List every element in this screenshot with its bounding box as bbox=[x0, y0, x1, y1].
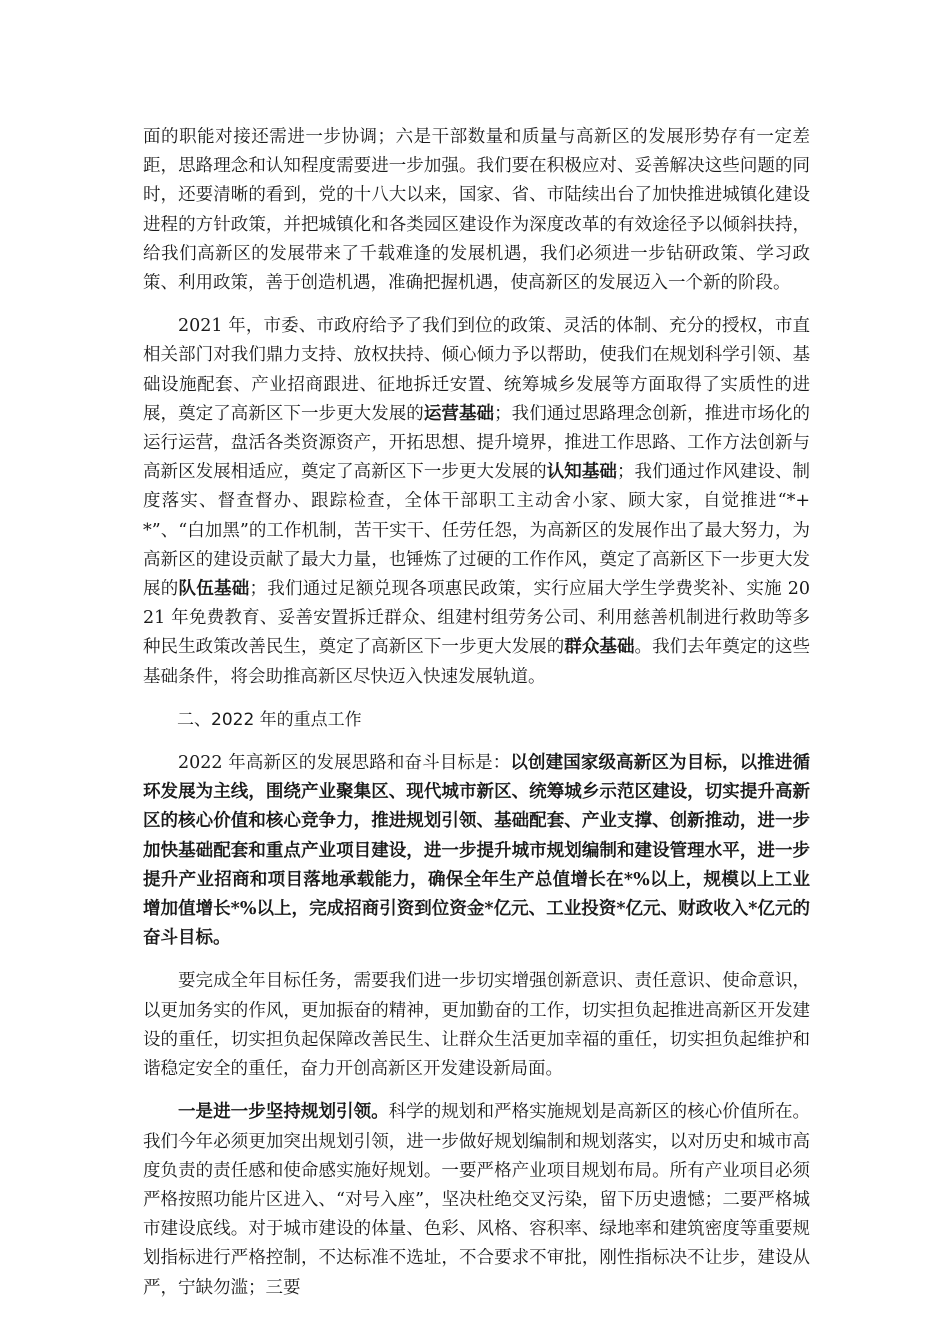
keyword-cognition-foundation: 认知基础 bbox=[546, 462, 617, 483]
p5-text-1: 科学的规划和严格实施规划是高新区的核心价值所在。我们今年必须更加突出规划引领，进一步做好规划编制和规划落实，以对历史和城市高度负责的责任感和使命感实施好规划。一要严格产业项目规划布局。所有产业项目必须严格按照功能片区进入、“对号入座”，坚决杜绝交叉污染，留下历史遗憾；二要严格城市建设底线。对于城市建设的体量、色彩、风格、容积率、绿地率和建筑密度等重要规划指标进行严格控制，不达标准不选址，不合要求不审批，刚性指标决不让步，建设从严，宁缺勿滥；三要 bbox=[143, 1102, 811, 1298]
p3-text-1: 2022 年高新区的发展思路和奋斗目标是： bbox=[178, 753, 511, 774]
p3-goals-bold: 以创建国家级高新区为目标，以推进循环发展为主线，围绕产业聚集区、现代城市新区、统筹城乡示范区建设，切实提升高新区的核心价值和核心竞争力，推进规划引领、基础配套、产业支撑、创新推动，进一步加快基础配套和重点产业项目建设，进一步提升城市规划编制和建设管理水平，进一步提升产业招商和项目落地承载能力，确保全年生产总值增长在*%以上，规模以上工业增加值增长*%以上，完成招商引资到位资金*亿元、工业投资*亿元、财政收入*亿元的奋斗目标。 bbox=[143, 753, 810, 949]
p2-text-3: ；我们通过作风建设、制度落实、督查督办、跟踪检查，全体干部职工主动舍小家、顾大家，自觉推进“*+*”、“白加黑”的工作机制，苦干实干、任劳任怨，为高新区的发展作出了最大努力，为高新区的建设贡献了最大力量，也锤炼了过硬的工作作风，奠定了高新区下一步更大发展的 bbox=[143, 462, 811, 600]
paragraph-challenges: 面的职能对接还需进一步协调；六是干部数量和质量与高新区的发展形势存有一定差距，思路理念和认知程度需要进一步加强。我们要在积极应对、妥善解决这些问题的同时，还要清晰的看到，党的十八大以来，国家、省、市陆续出台了加快推进城镇化建设进程的方针政策，并把城镇化和各类园区建设作为深度改革的有效途径予以倾斜扶持，给我们高新区的发展带来了千载难逢的发展机遇，我们必须进一步钻研政策、学习政策、利用政策，善于创造机遇，准确把握机遇，使高新区的发展迈入一个新的阶段。 bbox=[143, 127, 810, 294]
keyword-team-foundation: 队伍基础 bbox=[178, 579, 250, 600]
paragraph-2022-goals bbox=[143, 749, 810, 953]
p2-text-1: 2021 年，市委、市政府给予了我们到位的政策、灵活的体制、充分的授权，市直相关部门对我们鼎力支持、放权扶持、倾心倾力予以帮助，使我们在规划科学引领、基础设施配套、产业招商跟进、征地拆迁安置、统筹城乡发展等方面取得了实质性的进展，奠定了高新区下一步更大发展的 bbox=[143, 316, 810, 424]
p2-text-4: ；我们通过足额兑现各项惠民政策，实行应届大学生学费奖补、实施 2021 年免费教育、妥善安置拆迁群众、组建村组劳务公司、利用慈善机制进行救助等多种民生政策改善民生，奠定了高新区下一步更大发展的 bbox=[143, 579, 811, 658]
keyword-public-foundation: 群众基础 bbox=[564, 637, 635, 658]
p5-point-one-bold: 一是进一步坚持规划引领。 bbox=[178, 1102, 389, 1123]
section-heading-2022: 二、2022 年的重点工作 bbox=[177, 709, 362, 730]
paragraph-2021-review bbox=[143, 312, 810, 692]
paragraph-tasks: 要完成全年目标任务，需要我们进一步切实增强创新意识、责任意识、使命意识，以更加务实的作风，更加振奋的精神，更加勤奋的工作，切实担负起推进高新区开发建设的重任，切实担负起保障改善民生、让群众生活更加幸福的重任，切实担负起维护和谐稳定安全的重任，奋力开创高新区开发建设新局面。 bbox=[143, 971, 810, 1080]
p2-text-2: ；我们通过思路理念创新，推进市场化的运行运营，盘活各类资源资产，开拓思想、提升境界，推进工作思路、工作方法创新与高新区发展相适应，奠定了高新区下一步更大发展的 bbox=[143, 403, 811, 483]
keyword-operation-foundation: 运营基础 bbox=[423, 403, 495, 424]
p2-text-5: 。我们去年奠定的这些基础条件，将会助推高新区尽快迈入快速发展轨道。 bbox=[143, 637, 811, 687]
paragraph-planning bbox=[143, 1098, 810, 1302]
